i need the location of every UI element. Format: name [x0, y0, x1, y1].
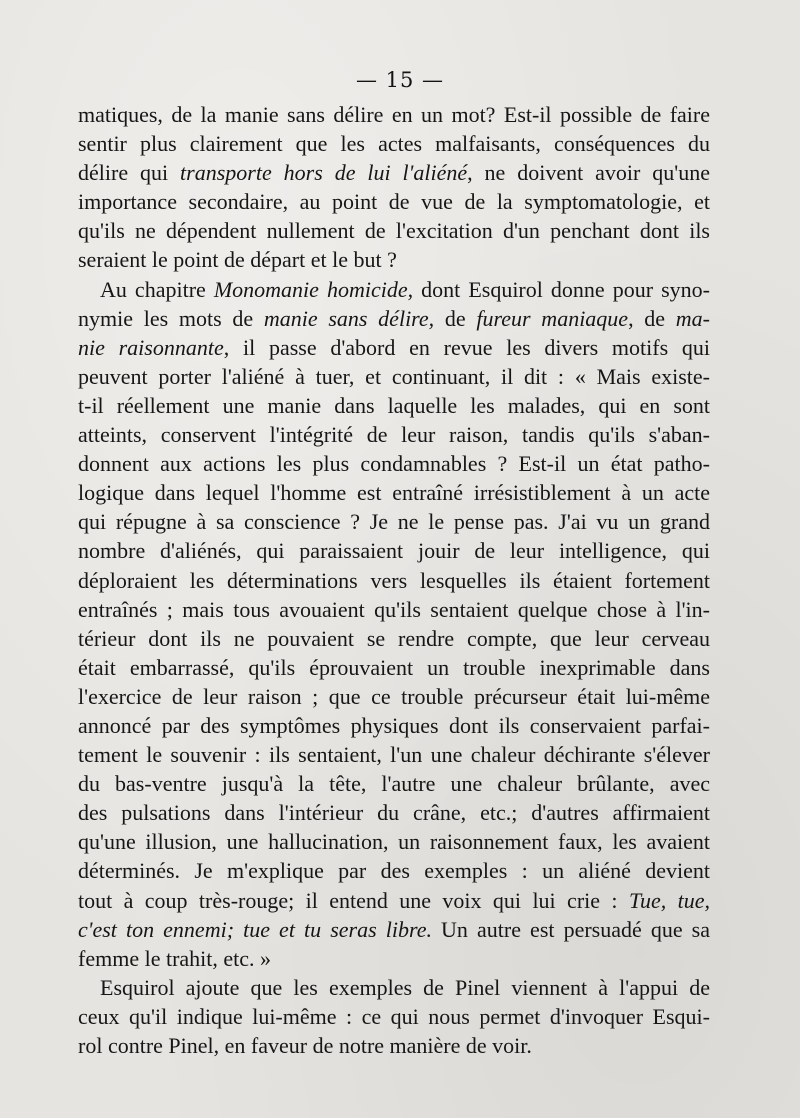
text-segment: déterminés. Je m'explique par des exemples : un aliéné devient [78, 858, 710, 884]
text-line [78, 449, 710, 478]
text-segment: dont Esquirol donne pour syno- [413, 276, 710, 302]
text-segment: qui répugne à sa conscience ? Je ne le pense pas. J'ai vu un grand [78, 509, 710, 535]
text-segment: Au chapitre [100, 276, 214, 302]
text-line [78, 624, 710, 653]
text-segment: logique dans lequel l'homme est entraîné irrésistiblement à un acte [78, 480, 710, 506]
text-line [78, 886, 710, 915]
text-line [78, 566, 710, 595]
text-line [78, 944, 710, 973]
italic-text: Monomanie homicide, [213, 276, 414, 302]
text-segment: entraînés ; mais tous avouaient qu'ils sentaient quelque chose à l'in- [78, 596, 710, 622]
text-segment: annoncé par des symptômes physiques dont ils conservaient parfai- [78, 712, 710, 738]
text-segment: Esquirol ajoute que les exemples de Pinel viennent à l'appui de [100, 974, 710, 1000]
text-segment: tement le souvenir : ils sentaient, l'un une chaleur déchirante s'élever [78, 742, 710, 768]
italic-text: nie raisonnante [78, 334, 224, 360]
text-segment: seraient le point de départ et le but ? [78, 247, 397, 273]
text-line [78, 507, 710, 536]
text-segment: nombre d'aliénés, qui paraissaient jouir de leur intelligence, qui [78, 538, 710, 564]
text-segment: était embarrassé, qu'ils éprouvaient un trouble inexprimable dans [78, 654, 710, 680]
italic-text: ma- [675, 305, 711, 331]
text-segment: sentir plus clairement que les actes malfaisants, conséquences du [78, 131, 710, 157]
text-line [78, 856, 710, 885]
text-segment: tout à coup très-rouge; il entend une voix qui lui crie : [78, 887, 629, 913]
text-segment: femme le trahit, etc. » [78, 945, 272, 971]
text-segment: ceux qu'il indique lui-même : ce qui nous permet d'invoquer Esqui- [78, 1003, 710, 1029]
page-number: — 15 — [355, 68, 445, 92]
text-segment: rol contre Pinel, en faveur de notre manière de voir. [78, 1033, 532, 1058]
text-segment: qu'ils ne dépendent nullement de l'excitation d'un penchant dont ils [78, 218, 710, 244]
text-segment: des pulsations dans l'intérieur du crâne, etc.; d'autres affirmaient [78, 800, 710, 826]
text-segment: Un autre est persuadé que sa [431, 916, 710, 942]
text-line [78, 711, 710, 740]
text-line [78, 915, 710, 944]
italic-text: fureur maniaque [476, 305, 629, 331]
text-segment: peuvent porter l'aliéné à tuer, et continuant, il dit : « Mais existe- [78, 363, 710, 389]
text-segment: , ne doivent avoir qu'une [467, 160, 710, 186]
text-segment: t-il réellement une manie dans laquelle les malades, qui en sont [78, 392, 710, 418]
text-line [78, 333, 710, 362]
text-segment: importance secondaire, au point de vue de la symptomatologie, et [78, 189, 710, 215]
italic-text: c'est ton ennemi; tue et tu seras libre. [78, 916, 432, 942]
text-segment: du bas-ventre jusqu'à la tête, l'autre une chaleur brûlante, avec [78, 771, 710, 797]
text-segment: qu'une illusion, une hallucination, un raisonnement faux, les avaient [78, 829, 710, 855]
text-line [78, 653, 710, 682]
text-segment: délire qui [78, 160, 181, 186]
text-segment: atteints, conservent l'intégrité de leur raison, tandis qu'ils s'aban- [78, 422, 710, 448]
text-segment: , il passe d'abord en revue les divers motifs qui [223, 334, 710, 360]
text-line [78, 420, 710, 449]
text-line [78, 682, 710, 711]
italic-text: transporte hors de lui l'aliéné [180, 160, 468, 186]
text-line [78, 216, 710, 245]
text-line [78, 536, 710, 565]
text-line [78, 391, 710, 420]
text-line [78, 478, 710, 507]
text-line [78, 362, 710, 391]
text-segment: matiques, de la manie sans délire en un mot? Est-il possible de faire [78, 102, 710, 127]
text-line [78, 245, 710, 274]
text-segment: donnent aux actions les plus condamnables ? Est-il un état patho- [78, 451, 710, 477]
text-line [78, 275, 710, 304]
italic-text: Tue, tue, [628, 887, 710, 913]
text-line [78, 187, 710, 216]
text-segment: déploraient les déterminations vers lesquelles ils étaient fortement [78, 567, 710, 593]
text-line [78, 304, 710, 333]
text-segment: de [434, 305, 477, 331]
text-line [78, 973, 710, 1002]
text-segment: l'exercice de leur raison ; que ce trouble précurseur était lui-même [78, 683, 710, 709]
italic-text: manie sans délire, [263, 305, 435, 331]
text-line [78, 1002, 710, 1031]
text-line [78, 100, 710, 129]
text-line [78, 158, 710, 187]
text-line [78, 1031, 710, 1060]
text-segment: térieur dont ils ne pouvaient se rendre compte, que leur cerveau [78, 625, 710, 651]
text-line [78, 798, 710, 827]
text-line [78, 769, 710, 798]
body-text [78, 100, 710, 1060]
text-line [78, 740, 710, 769]
text-segment: nymie les mots de [78, 305, 264, 331]
text-line [78, 827, 710, 856]
text-segment: , de [628, 305, 676, 331]
text-line [78, 595, 710, 624]
text-line [78, 129, 710, 158]
